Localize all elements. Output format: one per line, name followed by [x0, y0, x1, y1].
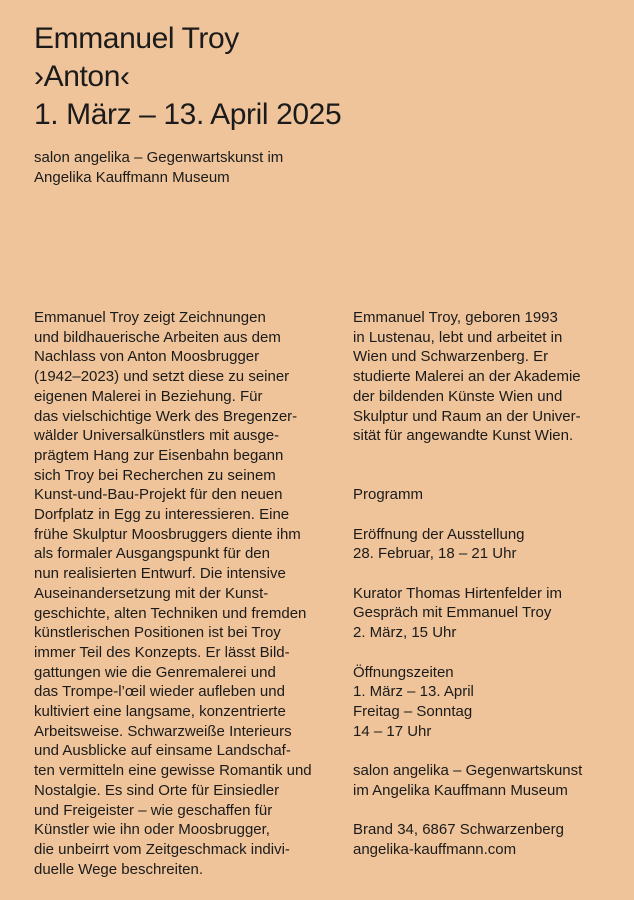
hours-period: 1. März – 13. April: [353, 683, 474, 701]
body-text-line: Nostalgie. Es sind Orte für Einsiedler: [34, 781, 280, 799]
header: [34, 20, 614, 188]
body-text-line: geschichte, alten Techniken und fremden: [34, 604, 307, 622]
venue-subtitle: [34, 148, 614, 188]
bio-line: der bildenden Künste Wien und: [353, 387, 563, 405]
body-text-line: sich Troy bei Recherchen zu seinem: [34, 466, 276, 484]
exhibition-dates: 1. März – 13. April 2025: [34, 98, 342, 131]
bio-line: Skulptur und Raum an der Univer-: [353, 407, 581, 425]
bio-line: studierte Malerei an der Akademie: [353, 368, 581, 386]
address: Brand 34, 6867 Schwarzenberg: [353, 821, 564, 839]
artist-name: Emmanuel Troy: [34, 22, 239, 55]
body-text-line: nun realisierten Entwurf. Die intensive: [34, 565, 286, 583]
body-text-line: künstlerischen Positionen ist bei Troy: [34, 624, 281, 642]
body-text-line: frühe Skulptur Moosbruggers diente ihm: [34, 525, 301, 543]
body-text-line: (1942–2023) und setzt diese zu seiner: [34, 368, 290, 386]
venue-line: salon angelika – Gegenwartskunst im: [34, 149, 284, 166]
body-text-line: das vielschichtige Werk des Bregenzer-: [34, 407, 298, 425]
bio-line: Emmanuel Troy, geboren 1993: [353, 309, 558, 326]
info-column: [353, 308, 623, 860]
body-text-line: und Ausblicke auf einsame Landschaf-: [34, 742, 291, 760]
hours-days: Freitag – Sonntag: [353, 702, 473, 720]
venue-name-line: im Angelika Kauffmann Museum: [353, 781, 568, 799]
body-text-line: als formaler Ausgangspunkt für den: [34, 545, 270, 563]
exhibition-title: ›Anton‹: [34, 60, 130, 93]
talk-time: 2. März, 15 Uhr: [353, 624, 457, 642]
body-text-line: die unbeirrt vom Zeitgeschmack indivi-: [34, 840, 290, 858]
talk-line: Kurator Thomas Hirtenfelder im: [353, 584, 562, 602]
talk-line: Gespräch mit Emmanuel Troy: [353, 604, 552, 622]
body-text-line: wälder Universalkünstlers mit ausge-: [34, 427, 280, 445]
hours-time: 14 – 17 Uhr: [353, 722, 432, 740]
opening-time: 28. Februar, 18 – 21 Uhr: [353, 545, 517, 563]
body-text: [34, 308, 334, 879]
body-text-line: immer Teil des Konzepts. Er lässt Bild-: [34, 643, 290, 661]
body-text-line: und bildhauerische Arbeiten aus dem: [34, 328, 281, 346]
venue-line: Angelika Kauffmann Museum: [34, 169, 230, 186]
body-text-line: und Freigeister – wie geschaffen für: [34, 801, 273, 819]
artist-bio: [353, 308, 623, 446]
body-text-line: Kunst-und-Bau-Projekt für den neuen: [34, 486, 283, 504]
body-text-line: Arbeitsweise. Schwarzweiße Interieurs: [34, 722, 292, 740]
venue-name-line: salon angelika – Gegenwartskunst: [353, 762, 583, 780]
program-heading: Programm: [353, 486, 424, 504]
body-text-line: Dorfplatz in Egg zu interessieren. Eine: [34, 506, 290, 524]
bio-line: sität für angewandte Kunst Wien.: [353, 427, 574, 445]
body-text-line: kultiviert eine langsame, konzentrierte: [34, 703, 286, 721]
body-text-line: eigenen Malerei in Beziehung. Für: [34, 387, 263, 405]
opening-title: Eröffnung der Ausstellung: [353, 525, 525, 543]
body-text-line: Künstler wie ihn oder Moosbrugger,: [34, 821, 270, 839]
body-text-line: ten vermitteln eine gewisse Romantik und: [34, 762, 312, 780]
bio-line: Wien und Schwarzenberg. Er: [353, 348, 549, 366]
body-text-line: duelle Wege beschreiten.: [34, 860, 203, 878]
body-text-line: gattungen wie die Genremalerei und: [34, 663, 276, 681]
body-text-line: das Trompe-l’œil wieder aufleben und: [34, 683, 285, 701]
hours-title: Öffnungszeiten: [353, 663, 454, 681]
body-text-line: Auseinandersetzung mit der Kunst-: [34, 584, 269, 602]
website-link[interactable]: angelika-kauffmann.com: [353, 840, 517, 858]
body-text-line: prägtem Hang zur Eisenbahn begann: [34, 446, 284, 464]
body-text-line: Emmanuel Troy zeigt Zeichnungen: [34, 309, 266, 326]
bio-line: in Lustenau, lebt und arbeitet in: [353, 328, 563, 346]
body-text-line: Nachlass von Anton Moosbrugger: [34, 348, 260, 366]
